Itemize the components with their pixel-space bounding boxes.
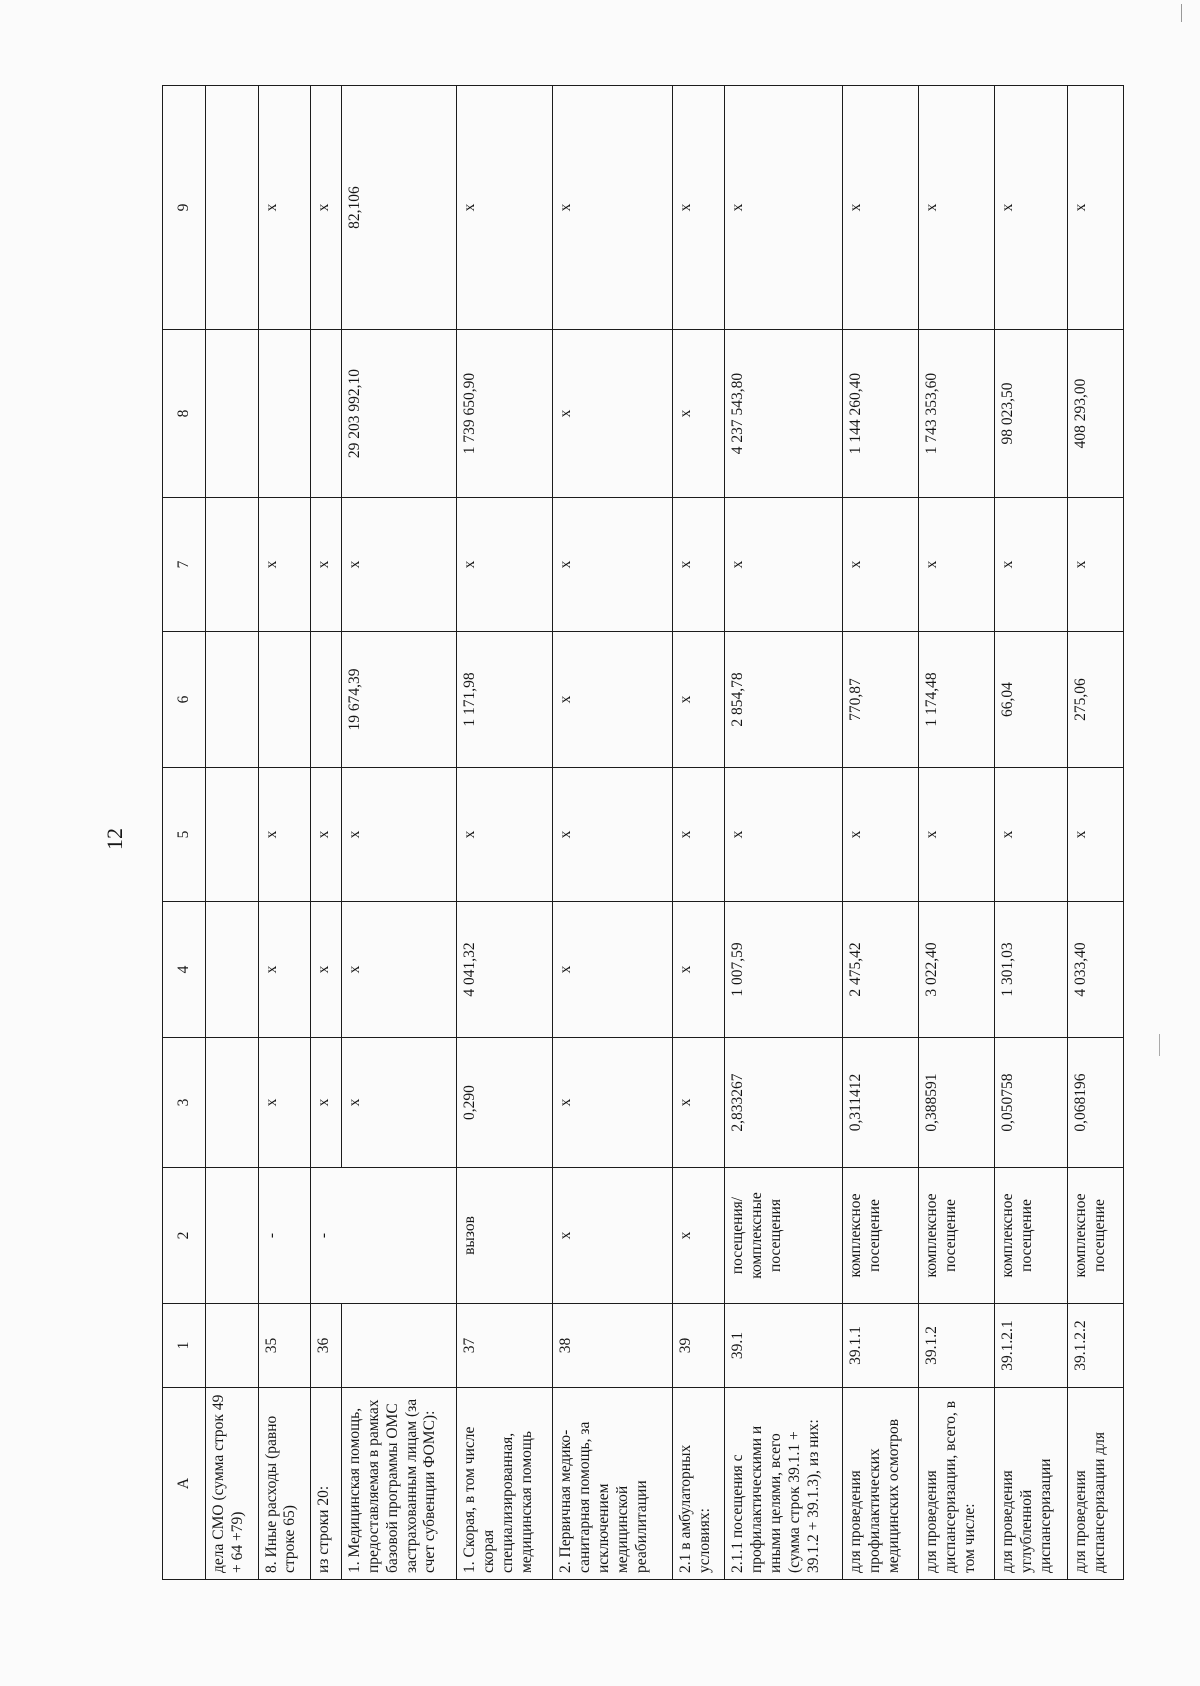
scan-mark (1181, 4, 1182, 22)
cell-col-2 (206, 1168, 258, 1304)
header-cell-2: 2 (163, 1168, 206, 1304)
cell-col-5: х (673, 768, 725, 902)
cell-col-5: х (725, 768, 843, 902)
table-row (310, 86, 341, 1580)
cell-col-3: 0,388591 (919, 1038, 995, 1168)
cell-col-8: 408 293,00 (1068, 330, 1124, 498)
table-row (843, 86, 919, 1580)
table-row (341, 86, 456, 1580)
cell-col-3: 2,833267 (725, 1038, 843, 1168)
cell-col-1: 39.1.2.1 (994, 1304, 1067, 1388)
row-label: для проведения диспансеризации, всего, в том числе: (919, 1388, 995, 1580)
table-row (258, 86, 310, 1580)
cell-col-8: 98 023,50 (994, 330, 1067, 498)
header-cell-7: 7 (163, 498, 206, 632)
cell-col-3: х (258, 1038, 310, 1168)
cell-col-8: х (673, 330, 725, 498)
cell-col-1: 39.1.1 (843, 1304, 919, 1388)
table-row (552, 86, 672, 1580)
cell-col-9: х (919, 86, 995, 330)
header-cell-4: 4 (163, 902, 206, 1038)
table-row (1068, 86, 1124, 1580)
cell-col-9: х (725, 86, 843, 330)
header-cell-9: 9 (163, 86, 206, 330)
cell-col-7: х (310, 498, 341, 632)
cell-col-5: х (552, 768, 672, 902)
cell-col-4: х (310, 902, 341, 1038)
cell-col-2: комплексное посещение (843, 1168, 919, 1304)
row-label: для проведения углубленной диспансеризации (994, 1388, 1067, 1580)
header-cell-a: A (163, 1388, 206, 1580)
cell-col-4: 1 007,59 (725, 902, 843, 1038)
cell-col-1 (341, 1304, 456, 1388)
cell-col-9: х (310, 86, 341, 330)
cell-col-9: 82,106 (341, 86, 456, 330)
row-label: для проведения профилактических медицинских осмотров (843, 1388, 919, 1580)
cell-col-9: х (552, 86, 672, 330)
row-label: дела СМО (сумма строк 49 + 64 +79) (206, 1388, 258, 1580)
cell-col-3: х (673, 1038, 725, 1168)
cell-col-6: х (552, 632, 672, 768)
cell-col-1: 39.1.2 (919, 1304, 995, 1388)
cell-col-6: 1 171,98 (457, 632, 553, 768)
table-row (994, 86, 1067, 1580)
row-label: из строки 20: (310, 1388, 341, 1580)
cell-col-8: 1 739 650,90 (457, 330, 553, 498)
cell-col-7: х (552, 498, 672, 632)
cell-col-6: 66,04 (994, 632, 1067, 768)
cell-col-3: 0,050758 (994, 1038, 1067, 1168)
cell-col-9: х (843, 86, 919, 330)
row-label: 2.1.1 посещения с профилактическими и иными целями, всего (сумма строк 39.1.1 + 39.1.2 + 39.1.3), из них: (725, 1388, 843, 1580)
cell-col-8: 1 144 260,40 (843, 330, 919, 498)
cell-col-6 (258, 632, 310, 768)
cell-col-7: х (673, 498, 725, 632)
table-row (457, 86, 553, 1580)
cell-col-4: 4 033,40 (1068, 902, 1124, 1038)
row-label: 2. Первичная медико-санитарная помощь, за исключением медицинской реабилитации (552, 1388, 672, 1580)
cell-col-7: х (258, 498, 310, 632)
table-row (725, 86, 843, 1580)
cell-col-8: 1 743 353,60 (919, 330, 995, 498)
cell-col-5 (206, 768, 258, 902)
cell-col-3: х (310, 1038, 341, 1168)
table-row (919, 86, 995, 1580)
cell-col-7: х (341, 498, 456, 632)
cell-col-3: х (552, 1038, 672, 1168)
cell-col-1: 35 (258, 1304, 310, 1388)
cell-col-8 (206, 330, 258, 498)
cell-col-2: х (552, 1168, 672, 1304)
cell-col-6: 2 854,78 (725, 632, 843, 768)
row-label: 2.1 в амбулаторных условиях: (673, 1388, 725, 1580)
cell-col-2: - (258, 1168, 310, 1304)
header-cell-5: 5 (163, 768, 206, 902)
cell-col-5: х (994, 768, 1067, 902)
row-label: для проведения диспансеризации для (1068, 1388, 1124, 1580)
cell-col-7: х (843, 498, 919, 632)
cell-col-5: х (457, 768, 553, 902)
header-cell-1: 1 (163, 1304, 206, 1388)
cell-col-5: х (258, 768, 310, 902)
cell-col-8 (310, 330, 341, 498)
cell-col-1: 36 (310, 1304, 341, 1388)
cell-col-4: х (673, 902, 725, 1038)
cell-col-4: 4 041,32 (457, 902, 553, 1038)
rotated-table-frame (162, 86, 1124, 1580)
cell-col-7 (206, 498, 258, 632)
cell-col-8: 4 237 543,80 (725, 330, 843, 498)
cell-col-2: вызов (457, 1168, 553, 1304)
cell-col-6: 770,87 (843, 632, 919, 768)
table-row (206, 86, 258, 1580)
cell-col-3: 0,068196 (1068, 1038, 1124, 1168)
cell-col-4: 3 022,40 (919, 902, 995, 1038)
cell-col-5: х (919, 768, 995, 902)
cell-col-9: х (673, 86, 725, 330)
cell-col-3: 0,290 (457, 1038, 553, 1168)
cell-col-6: х (673, 632, 725, 768)
cell-col-9: х (457, 86, 553, 330)
cell-col-7: х (919, 498, 995, 632)
row-label: 8. Иные расходы (равно строке 65) (258, 1388, 310, 1580)
cell-col-6: 19 674,39 (341, 632, 456, 768)
cell-col-1: 37 (457, 1304, 553, 1388)
row-label: 1. Медицинская помощь, предоставляемая в рамках базовой программы ОМС застрахованным лицам (за счет субвенции ФОМС): (341, 1388, 456, 1580)
cell-col-7: х (457, 498, 553, 632)
cell-col-2: посещения/ комплексные посещения (725, 1168, 843, 1304)
cell-col-1: 39.1 (725, 1304, 843, 1388)
cell-col-4: х (341, 902, 456, 1038)
cell-col-4: х (552, 902, 672, 1038)
header-cell-8: 8 (163, 330, 206, 498)
cell-col-7: х (725, 498, 843, 632)
cell-col-2: комплексное посещение (919, 1168, 995, 1304)
table-container (162, 86, 1124, 1580)
cell-col-5: х (1068, 768, 1124, 902)
cell-col-8: 29 203 992,10 (341, 330, 456, 498)
cell-col-6: 275,06 (1068, 632, 1124, 768)
cell-col-8 (258, 330, 310, 498)
financial-table (162, 85, 1124, 1580)
cell-col-2: комплексное посещение (1068, 1168, 1124, 1304)
cell-col-9: х (1068, 86, 1124, 330)
cell-col-6 (310, 632, 341, 768)
cell-col-5: х (843, 768, 919, 902)
cell-col-1: 39 (673, 1304, 725, 1388)
cell-col-9: х (994, 86, 1067, 330)
cell-col-2 (341, 1168, 456, 1304)
row-label: 1. Скорая, в том числе скорая специализированная, медицинская помощь (457, 1388, 553, 1580)
cell-col-2: комплексное посещение (994, 1168, 1067, 1304)
cell-col-6: 1 174,48 (919, 632, 995, 768)
cell-col-5: х (341, 768, 456, 902)
cell-col-1 (206, 1304, 258, 1388)
cell-col-9: х (258, 86, 310, 330)
table-row (673, 86, 725, 1580)
scan-mark (1159, 1034, 1160, 1056)
cell-col-4: 2 475,42 (843, 902, 919, 1038)
header-cell-6: 6 (163, 632, 206, 768)
cell-col-4: х (258, 902, 310, 1038)
header-row (163, 86, 206, 1580)
cell-col-9 (206, 86, 258, 330)
cell-col-3: 0,311412 (843, 1038, 919, 1168)
cell-col-5: х (310, 768, 341, 902)
cell-col-3 (206, 1038, 258, 1168)
cell-col-1: 39.1.2.2 (1068, 1304, 1124, 1388)
cell-col-8: х (552, 330, 672, 498)
cell-col-4 (206, 902, 258, 1038)
cell-col-7: х (994, 498, 1067, 632)
cell-col-1: 38 (552, 1304, 672, 1388)
header-cell-3: 3 (163, 1038, 206, 1168)
cell-col-3: х (341, 1038, 456, 1168)
cell-col-2: х (673, 1168, 725, 1304)
cell-col-7: х (1068, 498, 1124, 632)
cell-col-2: - (310, 1168, 341, 1304)
cell-col-6 (206, 632, 258, 768)
page-number: 12 (102, 828, 127, 850)
cell-col-4: 1 301,03 (994, 902, 1067, 1038)
